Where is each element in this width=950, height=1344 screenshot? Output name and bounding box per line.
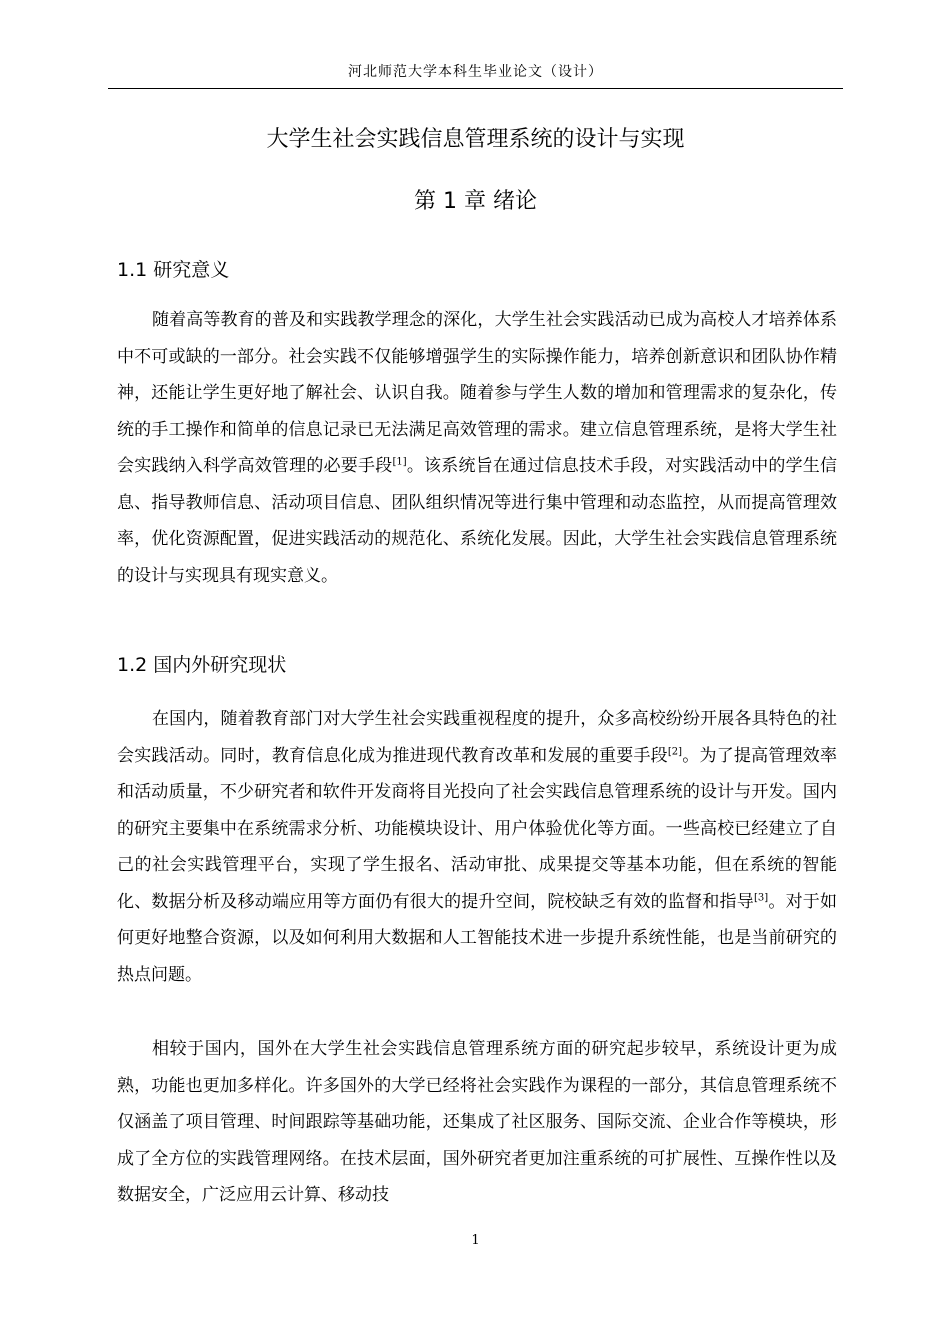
paragraph-text: 。对于如何更好地整合资源，以及如何利用大数据和人工智能技术进一步提升系统性能，也是当前研究的热点问题。	[117, 891, 838, 985]
paragraph-text: 在国内，随着教育部门对大学生社会实践重视程度的提升，众多高校纷纷开展各具特色的社会实践活动。同时，教育信息化成为推进现代教育改革和发展的重要手段	[117, 709, 837, 766]
paragraph-text: 随着高等教育的普及和实践教学理念的深化，大学生社会实践活动已成为高校人才培养体系中不可或缺的一部分。社会实践不仅能够增强学生的实际操作能力，培养创新意识和团队协作精神，还能让学生更好地了解社会、认识自我。随着参与学生人数的增加和管理需求的复杂化，传统的手工操作和简单的信息记录已无法满足高效管理的需求。建立信息管理系统，是将大学生社会实践纳入科学高效管理的必要手段	[117, 310, 837, 476]
chapter-title: 第 1 章 绪论	[414, 189, 537, 214]
paragraph-foreign-research	[117, 1031, 837, 1214]
paragraph-text: 。该系统旨在通过信息技术手段，对实践活动中的学生信息、指导教师信息、活动项目信息、团队组织情况等进行集中管理和动态监控，从而提高管理效率，优化资源配置，促进实践活动的规范化、系统化发展。因此，大学生社会实践信息管理系统的设计与实现具有现实意义。	[117, 456, 838, 586]
citation-ref: [3]	[753, 891, 769, 903]
citation-ref: [2]	[667, 745, 683, 757]
running-header: 河北师范大学本科生毕业论文（设计）	[108, 62, 843, 89]
paragraph-text: 相较于国内，国外在大学生社会实践信息管理系统方面的研究起步较早，系统设计更为成熟，功能也更加多样化。许多国外的大学已经将社会实践作为课程的一部分，其信息管理系统不仅涵盖了项目管理、时间跟踪等基础功能，还集成了社区服务、国际交流、企业合作等模块，形成了全方位的实践管理网络。在技术层面，国外研究者更加注重系统的可扩展性、互操作性以及数据安全，广泛应用云计算、移动技	[117, 1039, 837, 1205]
paragraph-text: 。为了提高管理效率和活动质量，不少研究者和软件开发商将目光投向了社会实践信息管理系统的设计与开发。国内的研究主要集中在系统需求分析、功能模块设计、用户体验优化等方面。一些高校已经建立了自己的社会实践管理平台，实现了学生报名、活动审批、成果提交等基本功能，但在系统的智能化、数据分析及移动端应用等方面仍有很大的提升空间，院校缺乏有效的监督和指导	[117, 745, 838, 912]
section-heading-1-2: 1.2 国内外研究现状	[117, 654, 287, 676]
paragraph-research-significance	[117, 302, 837, 594]
citation-ref: [1]	[392, 456, 407, 468]
section-heading-1-1: 1.1 研究意义	[117, 259, 230, 281]
document-title: 大学生社会实践信息管理系统的设计与实现	[266, 127, 685, 152]
paragraph-domestic-research	[117, 701, 837, 993]
page-number: 1	[471, 1233, 480, 1248]
